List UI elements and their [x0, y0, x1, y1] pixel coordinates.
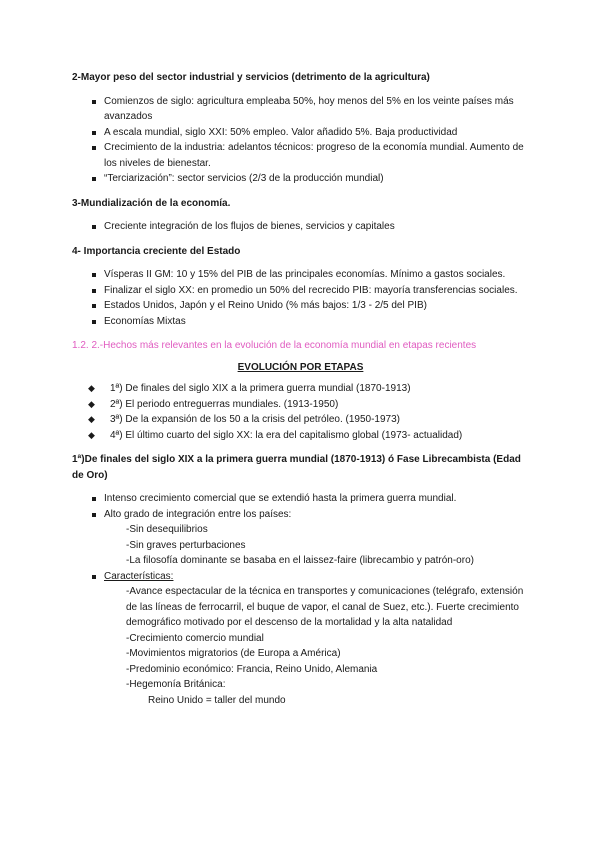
- square-bullet-icon: [92, 177, 96, 181]
- section-3-heading: 3-Mundialización de la economía.: [72, 197, 231, 209]
- sub-item: -Movimientos migratorios (de Europa a América): [126, 648, 341, 659]
- square-bullet-icon: [92, 513, 96, 517]
- diamond-bullet-icon: ◆: [88, 383, 95, 393]
- list-item: ◆ 4ª) El último cuarto del siglo XX: la era del capitalismo global (1973- actualidad): [72, 428, 529, 444]
- sub-item: -Sin graves perturbaciones: [126, 539, 246, 551]
- diamond-bullet-icon: ◆: [88, 429, 95, 440]
- list-item: Intenso crecimiento comercial que se extendió hasta la primera guerra mundial.: [72, 491, 529, 507]
- stage-1-characteristics-list: [72, 569, 529, 585]
- stage-1-list: [72, 491, 529, 522]
- square-bullet-icon: [92, 225, 96, 229]
- sub-item: -La filosofía dominante se basaba en el laissez-faire (librecambio y patrón-oro): [126, 555, 474, 566]
- list-item: Finalizar el siglo XX: en promedio un 50% del recrecido PIB: mayoría transferencias sociales.: [72, 283, 529, 299]
- sub-item: -Hegemonía Británica:: [126, 679, 226, 690]
- list-item: ◆ 1ª) De finales del siglo XIX a la primera guerra mundial (1870-1913): [72, 381, 529, 397]
- list-item: Crecimiento de la industria: adelantos técnicos: progreso de la economía mundial. Aumento de los niveles de bienestar.: [72, 140, 529, 171]
- list-item: ◆ 3ª) De la expansión de los 50 a la crisis del petróleo. (1950-1973): [72, 412, 529, 428]
- square-bullet-icon: [92, 320, 96, 324]
- square-bullet-icon: [92, 146, 96, 150]
- section-link-heading[interactable]: 1.2. 2.-Hechos más relevantes en la evolución de la economía mundial en etapas recientes: [72, 340, 477, 351]
- sub-item: -Sin desequilibrios: [126, 524, 208, 535]
- hegemony-detail: Reino Unido = taller del mundo: [148, 694, 286, 706]
- diamond-bullet-icon: ◆: [88, 398, 95, 409]
- list-item: Economías Mixtas: [72, 314, 529, 330]
- section-2-list: [72, 94, 529, 187]
- square-bullet-icon: [92, 304, 96, 308]
- list-item: Comienzos de siglo: agricultura empleaba 50%, hoy menos del 5% en los veinte países más avanzados: [72, 94, 529, 125]
- square-bullet-icon: [92, 131, 96, 135]
- list-item: Estados Unidos, Japón y el Reino Unido (% más bajos: 1/3 - 2/5 del PIB): [72, 298, 529, 314]
- square-bullet-icon: [92, 575, 96, 579]
- square-bullet-icon: [92, 100, 96, 104]
- square-bullet-icon: [92, 273, 96, 277]
- list-item: ◆ 2ª) El periodo entreguerras mundiales. (1913-1950): [72, 397, 529, 413]
- section-3-list: [72, 219, 529, 235]
- square-bullet-icon: [92, 497, 96, 501]
- characteristics-sublist: [72, 584, 529, 693]
- sub-item: -Crecimiento comercio mundial: [126, 632, 264, 644]
- stages-list: [72, 381, 529, 443]
- sub-item: -Avance espectacular de la técnica en transportes y comunicaciones (telégrafo, extensión de las líneas de ferrocarril, el buque de vapor, el canal de Suez, etc.). Fuerte crecimiento demográfico motivado por el descenso de la mortalidad y la alta natalidad: [126, 586, 524, 628]
- section-4-heading: 4- Importancia creciente del Estado: [72, 245, 241, 257]
- section-4-list: [72, 267, 529, 329]
- section-2-heading: 2-Mayor peso del sector industrial y servicios (detrimento de la agricultura): [72, 72, 430, 83]
- evolution-title: EVOLUCIÓN POR ETAPAS: [237, 361, 364, 373]
- list-item: “Terciarización”: sector servicios (2/3 de la producción mundial): [72, 171, 529, 187]
- list-item: [72, 569, 529, 585]
- characteristics-label: Características:: [104, 570, 174, 582]
- stage-1-heading: 1ª)De finales del siglo XIX a la primera guerra mundial (1870-1913) ó Fase Librecambista (Edad de Oro): [72, 454, 521, 481]
- list-item: Alto grado de integración entre los países:: [72, 507, 529, 523]
- list-item: Vísperas II GM: 10 y 15% del PIB de las principales economías. Mínimo a gastos sociales.: [72, 267, 529, 283]
- square-bullet-icon: [92, 289, 96, 293]
- list-item: Creciente integración de los flujos de bienes, servicios y capitales: [72, 219, 529, 235]
- diamond-bullet-icon: ◆: [88, 414, 95, 424]
- stage-1-sublist: [72, 522, 529, 569]
- sub-item: -Predominio económico: Francia, Reino Unido, Alemania: [126, 663, 378, 675]
- list-item: A escala mundial, siglo XXI: 50% empleo. Valor añadido 5%. Baja productividad: [72, 125, 529, 141]
